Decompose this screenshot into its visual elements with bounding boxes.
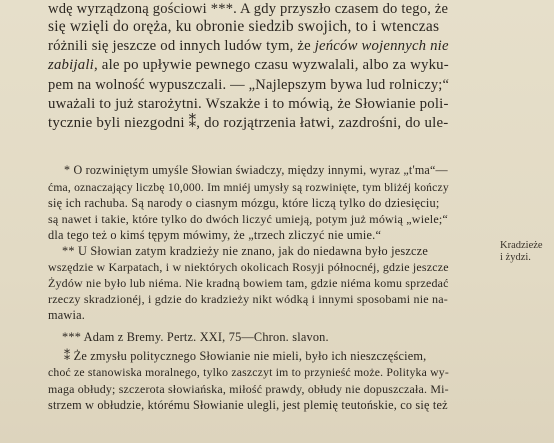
footnote-line: mawia. bbox=[48, 308, 86, 322]
text-span: różnili się jeszcze od innych ludów tym, że bbox=[48, 38, 315, 54]
footnote-line: Żydów nie było lub niéma. Nie kradną bowiem tam, gdzie niéma komu sprzedać bbox=[48, 276, 449, 290]
text-span: , ale po upływie pewnego czasu wyzwalali, albo za wyku- bbox=[94, 57, 449, 73]
footnote-line: rzeczy skradzionéj, i gdzie do kradzieży nikt wódką i innymi sposobami nie na- bbox=[48, 292, 448, 306]
text-line: uważali to już starożytni. Wszakże i to mówią, że Słowianie poli- bbox=[48, 96, 449, 112]
footnote-line: * O rozwiniętym umyśle Słowian świadczy, między innymi, wyraz „t'ma“— bbox=[64, 163, 448, 177]
text-line: wdę wyrządzoną gościowi ***. A gdy przyszło czasem do tego, że bbox=[48, 1, 449, 17]
margin-note-line: Kradzieże bbox=[500, 240, 543, 251]
footnote-line: są nawet i takie, które tylko do dwóch liczyć umieją, potym już mówią „wiele;“ bbox=[48, 212, 448, 226]
footnote-line: ⁑ Że zmysłu politycznego Słowianie nie mieli, było ich nieszczęściem, bbox=[64, 349, 427, 363]
text-line: tycznie byli niezgodni ⁑, do rozjątrzenia łatwi, zazdrośni, do ule- bbox=[48, 115, 449, 131]
text-line: pem na wolność wypuszczali. — „Najlepszym bywa lud rolniczy;“ bbox=[48, 77, 450, 93]
footnote-line: *** Adam z Bremy. Pertz. XXI, 75—Chron. slavon. bbox=[62, 330, 329, 344]
footnote-line: dla tego też o kimś tępym mówimy, że „trzech zliczyć nie umie.“ bbox=[48, 228, 382, 242]
margin-note-line: i żydzi. bbox=[500, 252, 531, 263]
footnote-line: ćma, oznaczający liczbę 10,000. Im mniéj umysły są rozwinięte, tym bliżéj kończy bbox=[48, 181, 449, 194]
margin-note bbox=[500, 240, 552, 264]
footnote-line: ** U Słowian zatym kradzieży nie znano, jak do niedawna było jeszcze bbox=[62, 244, 428, 258]
italic-text-span: jeńców wojennych nie bbox=[314, 38, 449, 54]
footnote-line: się ich rachuba. Są narody o ciasnym mózgu, które liczą tylko do dziesięciu; bbox=[48, 196, 440, 210]
footnote-line: maga obłudy; szczerota słowiańska, miłość prawdy, obłudy nie dopuszczała. Mi- bbox=[48, 382, 449, 396]
footnote-line: choć ze stanowiska moralnego, tylko zaszczyt im to przynieść może. Polityka wy- bbox=[48, 366, 449, 379]
footnote-line: wszędzie w Karpatach, i w niektórych okolicach Rosyji północnéj, gdzie jeszcze bbox=[48, 260, 449, 274]
footnote-line: strzem w obłudzie, którému Słowianie ulegli, jest plemię teutońskie, co się też bbox=[48, 398, 448, 412]
text-line bbox=[48, 56, 449, 74]
text-line: się wzięli do oręża, ku obronie siedzib swojich, to i wtenczas bbox=[48, 18, 440, 35]
italic-text-span: zabijali bbox=[48, 57, 94, 73]
text-line bbox=[48, 37, 449, 55]
